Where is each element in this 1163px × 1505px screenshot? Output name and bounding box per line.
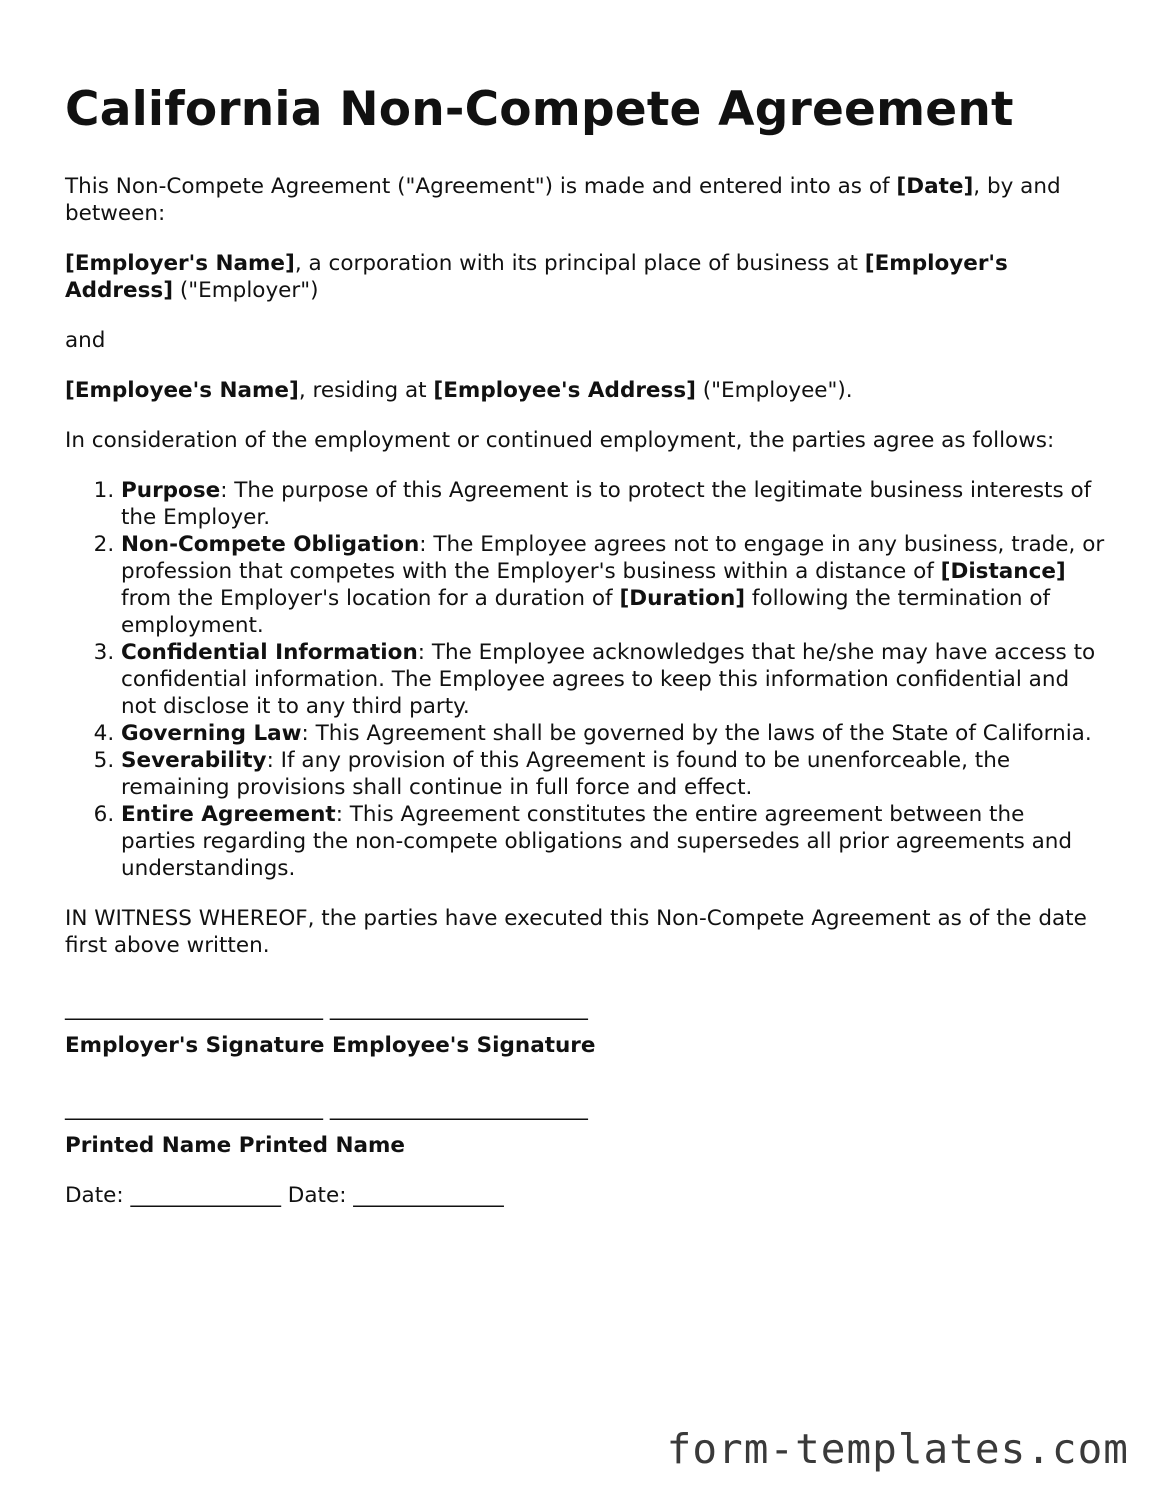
- clause-confidential: [121, 639, 1105, 720]
- clause-governing-law: [121, 720, 1105, 747]
- intro-paragraph: [65, 173, 1105, 227]
- employee-address-placeholder: [Employee's Address]: [433, 378, 696, 403]
- employer-text-end: ("Employer"): [173, 278, 319, 303]
- distance-placeholder: [Distance]: [940, 559, 1066, 584]
- intro-text-end: , by and between:: [65, 174, 1061, 226]
- and-paragraph: and: [65, 328, 106, 353]
- clause-term: Confidential Information: [121, 640, 418, 665]
- employer-name-placeholder: [Employer's Name]: [65, 251, 295, 276]
- employee-text-end: ("Employee").: [695, 378, 853, 403]
- employer-text: , a corporation with its principal place of business at: [294, 251, 865, 276]
- signature-lines: ________________________ ________________________: [65, 996, 588, 1021]
- employee-paragraph: [65, 377, 1105, 404]
- consideration-paragraph: In consideration of the employment or continued employment, the parties agree as follows:: [65, 428, 1055, 453]
- date-placeholder: [Date]: [896, 174, 974, 199]
- clauses-list: [65, 477, 1105, 882]
- clause-term: Purpose: [121, 478, 221, 503]
- clause-purpose: [121, 477, 1105, 531]
- clause-term: Non-Compete Obligation: [121, 532, 420, 557]
- employee-name-placeholder: [Employee's Name]: [65, 378, 299, 403]
- clause-text: following the termination of employment.: [121, 586, 1051, 638]
- watermark-logo: form-templates.com: [666, 1425, 1129, 1473]
- document-page: [65, 82, 1105, 1209]
- clause-term: Governing Law: [121, 721, 302, 746]
- document-title: California Non-Compete Agreement: [65, 82, 1014, 137]
- clause-text: : This Agreement shall be governed by the laws of the State of California.: [301, 721, 1092, 746]
- witness-paragraph: IN WITNESS WHEREOF, the parties have executed this Non-Compete Agreement as of the date first above written.: [65, 906, 1087, 958]
- intro-text: This Non-Compete Agreement ("Agreement") is made and entered into as of: [65, 174, 897, 199]
- clause-non-compete: [121, 531, 1105, 639]
- signature-labels: Employer's Signature Employee's Signature: [65, 1033, 596, 1058]
- printed-name-labels: Printed Name Printed Name: [65, 1133, 406, 1158]
- clause-text: from the Employer's location for a duration of: [121, 586, 620, 611]
- clause-text: : If any provision of this Agreement is found to be unenforceable, the remaining provisions shall continue in full force and effect.: [121, 748, 1011, 800]
- clause-text: : This Agreement constitutes the entire agreement between the parties regarding the non-compete obligations and supersedes all prior agreements and understandings.: [121, 802, 1073, 881]
- employee-text: , residing at: [298, 378, 434, 403]
- duration-placeholder: [Duration]: [619, 586, 746, 611]
- clause-text: : The purpose of this Agreement is to protect the legitimate business interests of the Employer.: [121, 478, 1092, 530]
- clause-text: : The Employee agrees not to engage in any business, trade, or profession that competes with the Employer's business within a distance of: [121, 532, 1105, 584]
- date-lines: Date: ______________ Date: ______________: [65, 1183, 504, 1208]
- printed-name-lines: ________________________ ________________________: [65, 1096, 588, 1121]
- employer-paragraph: [65, 250, 1105, 304]
- clause-entire-agreement: [121, 801, 1105, 882]
- clause-term: Entire Agreement: [121, 802, 336, 827]
- clause-severability: [121, 747, 1105, 801]
- clause-term: Severability: [121, 748, 267, 773]
- employer-address-placeholder: [Employer's Address]: [65, 251, 1008, 303]
- clause-text: : The Employee acknowledges that he/she may have access to confidential information. The Employee agrees to keep this information confidential and not disclose it to any third party.: [121, 640, 1096, 719]
